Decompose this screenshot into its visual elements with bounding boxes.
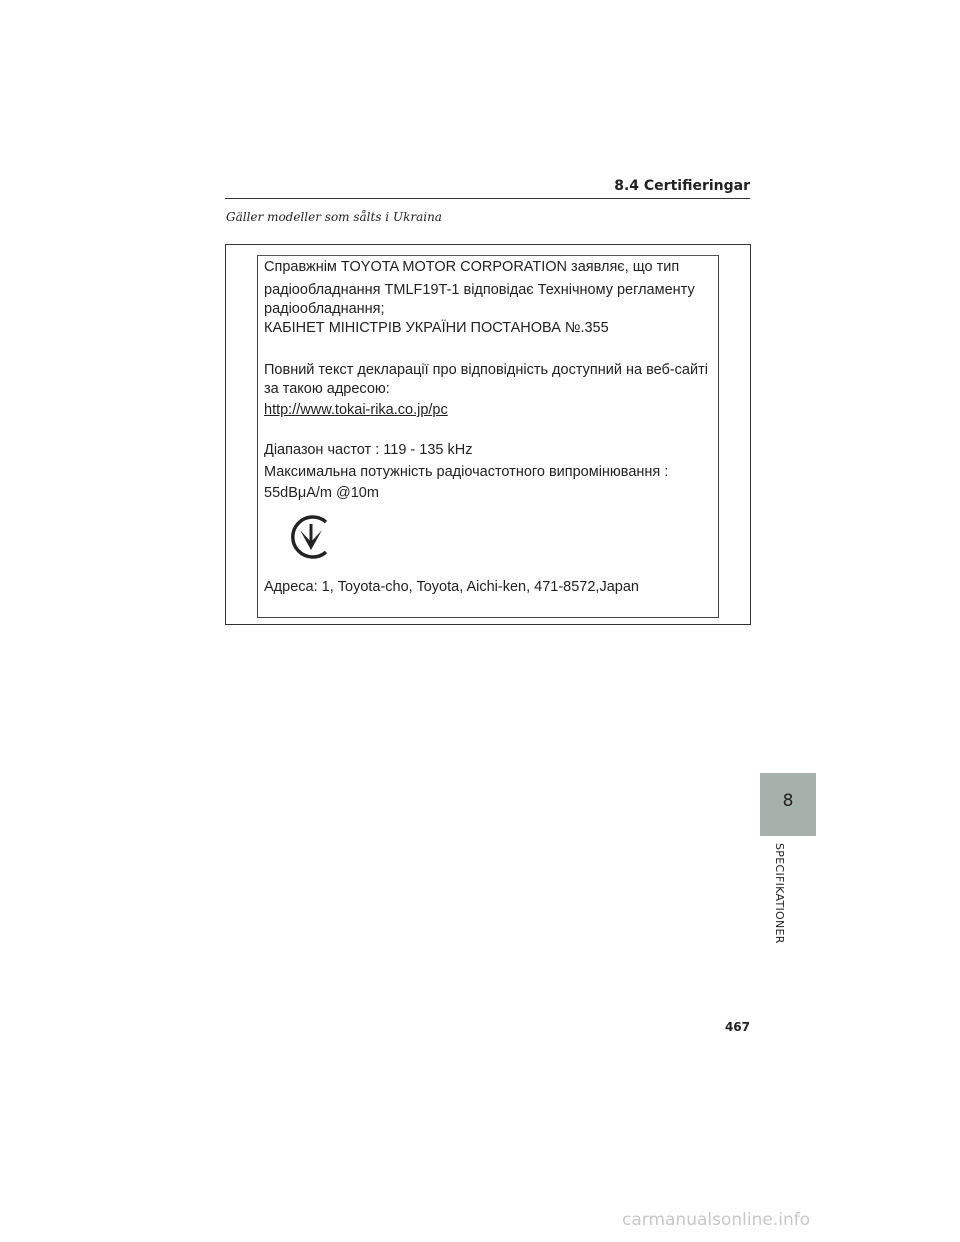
declaration-line: Справжнім TOYOTA MOTOR CORPORATION заявляє, що тип — [264, 259, 680, 275]
section-title: 8.4 Certifieringar — [614, 178, 750, 194]
declaration-line: КАБІНЕТ МІНІСТРІВ УКРАЇНИ ПОСТАНОВА №.355 — [264, 320, 609, 336]
ukraine-conformity-mark-icon — [286, 512, 336, 562]
declaration-url-link[interactable]: http://www.tokai-rika.co.jp/pc — [264, 402, 448, 418]
declaration-line: за такою адресою: — [264, 381, 390, 397]
page-number: 467 — [724, 1020, 750, 1034]
header-rule — [225, 198, 750, 199]
chapter-label — [770, 843, 788, 963]
chapter-tab[interactable] — [760, 773, 816, 836]
declaration-line: радіообладнання TMLF19T-1 відповідає Технічному регламенту — [264, 282, 695, 298]
chapter-label-text: SPECIFIKATIONER — [773, 843, 786, 944]
declaration-line: Повний текст декларації про відповідність доступний на веб-сайті — [264, 362, 708, 378]
declaration-line: Максимальна потужність радіочастотного випромінювання : — [264, 464, 669, 480]
declaration-line: Діапазон частот : 119 - 135 kHz — [264, 442, 473, 458]
declaration-address: Адреса: 1, Toyota-cho, Toyota, Aichi-ken, 471-8572,Japan — [264, 579, 639, 595]
watermark: carmanualsonline.info — [622, 1210, 811, 1230]
chapter-number: 8 — [782, 791, 794, 811]
declaration-line: радіообладнання; — [264, 301, 385, 317]
declaration-line: 55dBμA/m @10m — [264, 485, 379, 501]
caption: Gäller modeller som sålts i Ukraina — [226, 210, 442, 224]
